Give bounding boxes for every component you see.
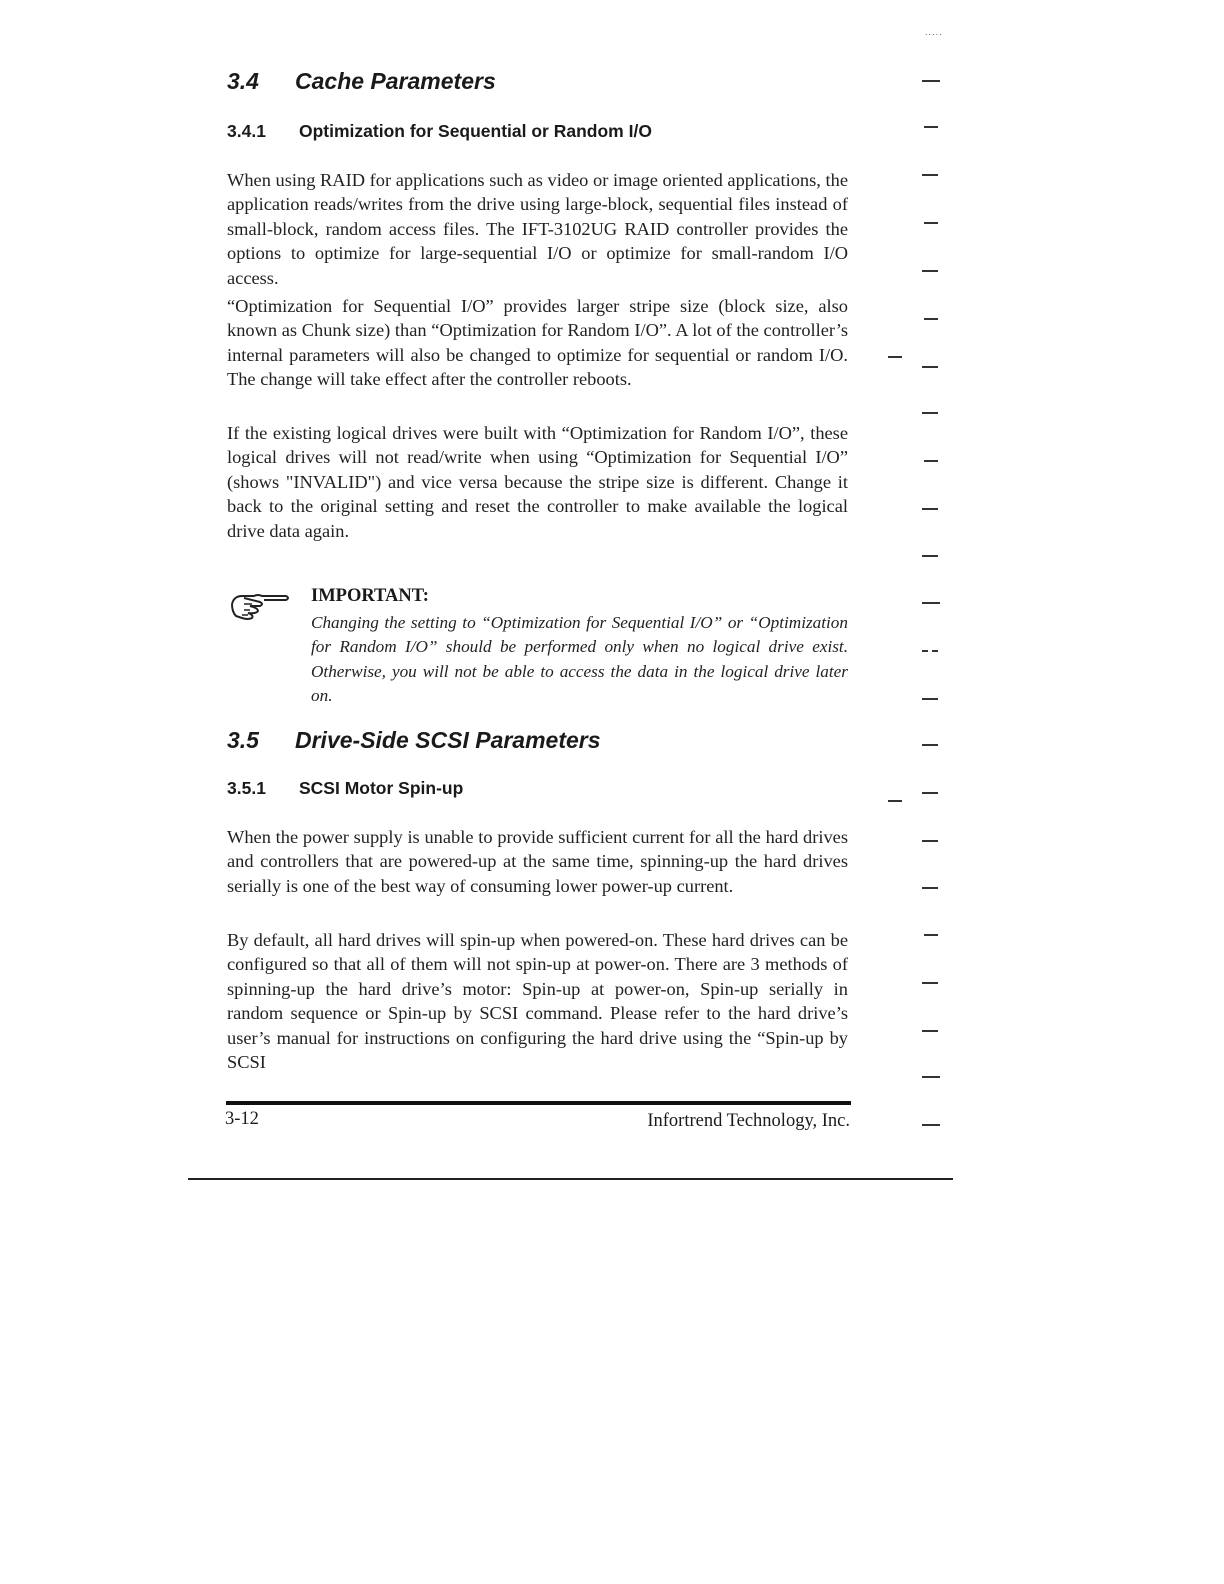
margin-tick — [924, 934, 938, 936]
subsection-heading-3-5-1 — [227, 778, 463, 799]
subsection-title: SCSI Motor Spin-up — [299, 778, 464, 798]
subsection-heading-3-4-1 — [227, 121, 652, 142]
important-title: IMPORTANT: — [311, 586, 429, 606]
section-number: 3.4 — [227, 68, 259, 94]
section-title: Cache Parameters — [295, 68, 496, 94]
margin-tick — [922, 508, 938, 510]
margin-tick — [922, 698, 938, 700]
page-number: 3-12 — [225, 1109, 259, 1129]
margin-tick — [922, 744, 938, 746]
footer-rule — [226, 1101, 851, 1105]
margin-tick — [924, 222, 938, 224]
margin-tick — [922, 366, 938, 368]
margin-tick — [922, 650, 928, 652]
margin-tick — [922, 1124, 940, 1126]
paragraph-existing-drives: If the existing logical drives were built with “Optimization for Random I/O”, these logical drives will not read/write when using “Optimization for Sequential I/O” (shows "INVALID") and vice versa because the stripe size is different. Change it back to the original setting and reset the controller to make available the logical drive data again. — [227, 423, 848, 541]
pointing-hand-icon — [230, 590, 290, 622]
margin-tick — [922, 792, 938, 794]
margin-tick — [922, 887, 938, 889]
margin-tick — [922, 174, 938, 176]
important-body: Changing the setting to “Optimization for Sequential I/O” or “Optimization for Random I/O” should be performed only when no logical drive exist. Otherwise, you will not be able to access the data in the logical drive later on. — [311, 613, 848, 705]
paragraph-spin-up-methods: By default, all hard drives will spin-up when powered-on. These hard drives can be configured so that all of them will not spin-up at power-on. There are 3 methods of spinning-up the hard drive’s motor: Spin-up at power-on, Spin-up serially in random sequence or Spin-up by SCSI command. Please refer to the hard drive’s user’s manual for instructions on configuring the hard drive using the “Spin-up by SCSI — [227, 930, 848, 1073]
section-number: 3.5 — [227, 727, 259, 753]
margin-tick — [922, 555, 938, 557]
subsection-title: Optimization for Sequential or Random I/O — [299, 121, 652, 141]
margin-tick — [922, 1076, 940, 1078]
margin-tick — [922, 80, 940, 82]
paragraph-raid-applications: When using RAID for applications such as video or image oriented applications, the application reads/writes from the drive using large-block, sequential files instead of small-block, random access files. The IFT-3102UG RAID controller provides the options to optimize for large-sequential I/O or optimize for small-random I/O access. — [227, 170, 848, 288]
section-heading-3-4 — [227, 68, 496, 95]
margin-tick — [924, 318, 938, 320]
subsection-number: 3.4.1 — [227, 121, 266, 141]
section-title: Drive-Side SCSI Parameters — [295, 727, 601, 753]
margin-tick — [922, 982, 938, 984]
margin-tick — [922, 602, 940, 604]
scan-corner-mark: ..... — [925, 28, 943, 37]
margin-tick — [924, 460, 938, 462]
margin-tick — [922, 270, 938, 272]
margin-tick — [888, 800, 902, 802]
company-name: Infortrend Technology, Inc. — [647, 1111, 850, 1131]
section-heading-3-5 — [227, 727, 601, 754]
margin-tick — [922, 412, 938, 414]
paragraph-sequential-stripe: “Optimization for Sequential I/O” provides larger stripe size (block size, also known as Chunk size) than “Optimization for Random I/O”. A lot of the controller’s internal parameters will also be changed to optimize for sequential or random I/O. The change will take effect after the controller reboots. — [227, 296, 848, 390]
margin-tick — [922, 840, 938, 842]
bottom-rule — [188, 1178, 953, 1180]
margin-tick — [932, 650, 938, 652]
margin-tick — [924, 126, 938, 128]
paragraph-power-supply: When the power supply is unable to provide sufficient current for all the hard drives and controllers that are powered-up at the same time, spinning-up the hard drives serially is one of the best way of consuming lower power-up current. — [227, 827, 848, 896]
subsection-number: 3.5.1 — [227, 778, 266, 798]
margin-tick — [922, 1030, 938, 1032]
margin-tick — [888, 356, 902, 358]
